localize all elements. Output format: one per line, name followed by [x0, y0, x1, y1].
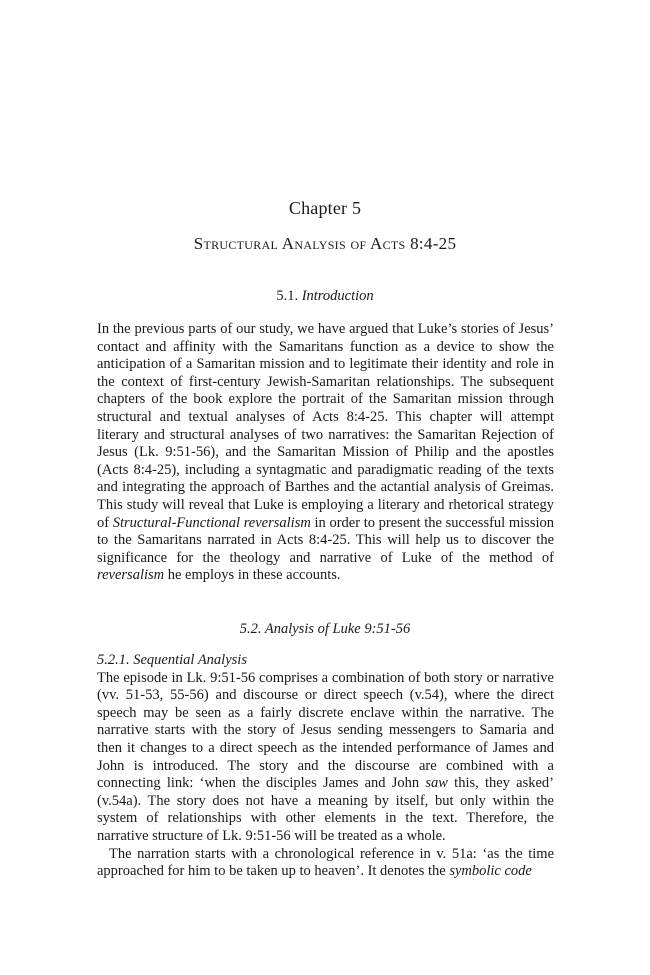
paragraph-text: The episode in Lk. 9:51-56 comprises a combination of both story or narrative (vv. 51-53, 55-56) and discourse or direct speech (v.54), where the direct speech may be seen as a fairly discrete enclave within the narrative. The narrative starts with the story of Jesus sending messengers to Samaria and then it changes to a direct speech as the intended performance of James and John is introduced. The story and the discourse are combined with a connecting link: ‘when the disciples James and John	[97, 669, 554, 792]
section-number: 5.2.	[239, 621, 262, 637]
subsection-heading	[97, 652, 554, 670]
section-title: Analysis of Luke 9:51-56	[264, 621, 411, 637]
body-paragraph	[97, 670, 554, 846]
introduction-body	[97, 321, 554, 585]
chapter-title: Structural Analysis of Acts 8:4-25	[193, 234, 457, 253]
paragraph-text: this, they asked’ (v.54a). The story does not have a meaning by itself, but only within the system of relationships with other elements in the text. Therefore, the narrative structure of Lk. 9:51-56 will be treated as a whole.	[97, 775, 554, 844]
section-heading-analysis	[0, 621, 650, 638]
introduction-paragraph	[97, 321, 554, 585]
paragraph-text: The narration starts with a chronological reference in v. 51a: ‘as the time approached for him to be taken up to heaven’. It denotes the	[97, 845, 554, 880]
paragraph-text: In the previous parts of our study, we have argued that Luke’s stories of Jesus’ contact and affinity with the Samaritans function as a device to show the anticipation of a Samaritan mission and to legitimate their identity and role in the context of first-century Jewish-Samaritan relationships. The subsequent chapters of the book explore the portrait of the Samaritan mission through structural and textual analyses of Acts 8:4-25. This chapter will attempt literary and structural analyses of two narratives: the Samaritan Rejection of Jesus (Lk. 9:51-56), and the Samaritan Mission of Philip and the apostles (Acts 8:4-25), including a syntagmatic and paradigmatic reading of the texts and integrating the approach of Barthes and the actantial analysis of Greimas. This study will reveal that Luke is employing a literary and rhetorical strategy of	[97, 321, 554, 531]
emphasized-term: Structural-Functional reversalism	[112, 514, 311, 531]
section-title: Introduction	[301, 288, 374, 304]
subsection-number: 5.2.1.	[97, 652, 130, 668]
subsection-title: Sequential Analysis	[133, 652, 247, 668]
chapter-number: Chapter 5	[288, 198, 362, 218]
sequential-analysis-body	[97, 652, 554, 881]
body-paragraph	[97, 846, 554, 881]
paragraph-text: he employs in these accounts.	[164, 567, 341, 584]
paragraph-text: in order to present the successful mission to the Samaritans narrated in Acts 8:4-25. This will help us to discover the significance for the theology and narrative of Luke of the method of	[97, 514, 554, 566]
section-heading-introduction	[0, 288, 650, 305]
emphasized-term: symbolic code	[449, 863, 532, 880]
section-number: 5.1.	[276, 288, 299, 304]
emphasized-term: saw	[425, 775, 448, 792]
emphasized-term: reversalism	[97, 567, 165, 584]
